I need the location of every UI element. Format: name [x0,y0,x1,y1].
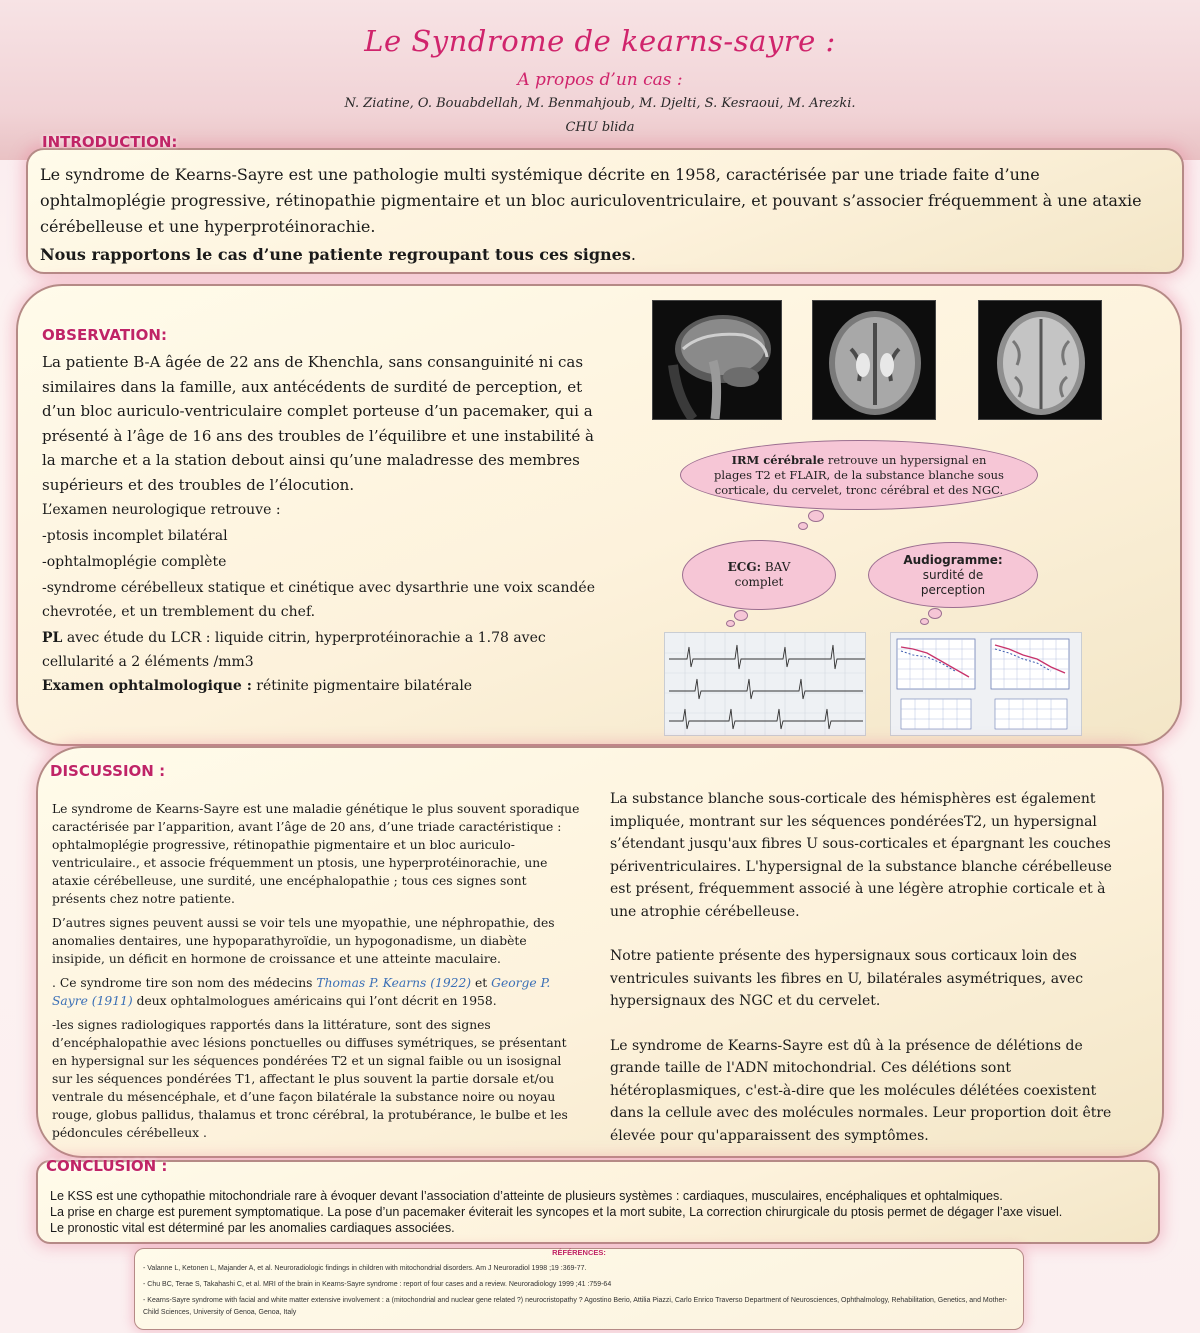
irm-caption-bubble [680,440,1038,510]
observation-heading: OBSERVATION: [42,326,167,344]
reference-item: - Kearns-Sayre syndrome with facial and white matter extensive involvement : a (mitochondrial and nuclear gene related ?) neurocristopathy ? Agostino Berio, Attilia Piazzi, Carlo Enrico Traverso Department of Neurosciences, Ophthalmology, Rehabilitation, Genetics, and Mother-Child Sciences, University of Genoa, Genoa, Italy [143,1297,1008,1316]
pl-label: PL [42,630,63,646]
poster-header [0,0,1200,160]
bubble-tail-dot [928,608,942,619]
poster-affiliation: CHU blida [565,120,635,135]
audiogram-caption-label: Audiogramme: [903,552,1003,567]
references-panel [134,1248,1024,1330]
bubble-tail-dot [726,620,735,627]
introduction-emphasis-text: Nous rapportons le cas d’une patiente regroupant tous ces signes [40,245,631,264]
audiogram-caption-text: surdité de perception [920,567,986,597]
conclusion-line: Le KSS est une cythopathie mitochondriale rare à évoquer devant l’association d’atteinte de plusieurs systèmes : cardiaques, musculaires, encéphaliques et ophtalmiques. [50,1189,1003,1203]
bubble-tail-dot [920,618,929,625]
conclusion-panel [36,1160,1160,1244]
discussion-paragraph: -les signes radiologiques rapportés dans la littérature, sont des signes d’encéphalopathie avec lésions ponctuelles ou diffuses symétriques, se présentant en hypersignal sur les séquences pondérées T2 et un signal faible ou un isosignal sur les séquences pondérées T1, affectant le plus souvent la partie dorsale et/ou ventrale du mésencéphale, et d’une façon bilatérale la substance noire ou noyau rouge, globus pallidus, thalamus et tronc cérébral, la protubérance, le bulbe et les pédoncules cérébelleux . [52,1018,568,1140]
introduction-panel [26,148,1184,274]
observation-text: La patiente B-A âgée de 22 ans de Khenchla, sans consanguinité ni cas similaires dans la famille, aux antécédents de surdité de perception, et d’un bloc auriculo-ventriculaire complet porteuse d’un pacemaker, qui a présenté à l’âge de 16 ans des troubles de l’équilibre et une instabilité à la marche et a la station debout ainsi qu’une maladresse des membres supérieurs et des troubles de l’élocution. [42,353,594,494]
irm-caption [714,453,1004,498]
sayre-reference: George P. Sayre (1911) [52,976,551,1008]
discussion-paragraph: Le syndrome de Kearns-Sayre est dû à la présence de délétions de grande taille de l'ADN mitochondrial. Ces délétions sont hétéroplasmiques, c'est-à-dire que les molécules délétées coexistent dans la cellule avec des molécules normales. Leur proportion doit être élevée pour qu'apparaissent des symptômes. [610,1037,1112,1144]
discussion-paragraph: Notre patiente présente des hypersignaux sous corticaux loin des ventricules suivants les fibres en U, bilatérales asymétriques, avec hypersignaux des NGC et du cervelet. [610,948,1084,1009]
bubble-tail-dot [808,510,824,522]
discussion-paragraph: Le syndrome de Kearns-Sayre est une maladie génétique le plus souvent sporadique caractérisée par l’apparition, avant l’âge de 20 ans, d’une triade caractéristique : ophtalmoplégie progressive, rétinopathie pigmentaire et un bloc auriculo-ventriculaire., et associe fréquemment un ptosis, une hyperprotéinorachie, une ataxie cérébelleuse, une surdité, une encéphalopathie ; tous ces signes sont présents chez notre patiente. [52,802,580,906]
ecg-caption-label: ECG: [727,560,761,574]
audiogram-image [890,632,1082,736]
discussion-paragraph: D’autres signes peuvent aussi se voir tels une myopathie, une néphropathie, des anomalies dentaires, une hypoparathyroïdie, un hypogonadisme, un diabète insipide, un déficit en hormone de croissance et une atteinte maculaire. [52,916,555,966]
discussion-right-column [610,788,1130,1169]
bubble-tail-dot [798,522,808,530]
ophtalmo-label: Examen ophtalmologique : [42,678,252,694]
discussion-paragraph-names [52,974,582,1010]
ophtalmo-finding [42,674,602,698]
introduction-heading: INTRODUCTION: [42,133,178,151]
audiogram-caption [891,553,1015,598]
exam-intro: L’examen neurologique retrouve : [42,502,281,518]
pl-text: avec étude du LCR : liquide citrin, hyperprotéinorachie a 1.78 avec cellularité a 2 éléments /mm3 [42,630,546,670]
names-mid: et [471,976,492,990]
conclusion-line: Le pronostic vital est déterminé par les anomalies cardiaques associées. [50,1221,455,1235]
reference-item: - Valanne L, Ketonen L, Majander A, et al. Neuroradiologic findings in children with mitochondrial disorders. Am J Neuroradiol 1998 ;19 :369-77. [143,1265,587,1272]
ophtalmo-text: rétinite pigmentaire bilatérale [251,678,473,694]
bubble-tail-dot [734,610,748,621]
observation-panel [16,284,1182,746]
discussion-heading: DISCUSSION : [50,762,166,780]
poster-title: Le Syndrome de kearns-sayre : [364,24,836,58]
reference-item: - Chu BC, Terae S, Takahashi C, et al. MRI of the brain in Kearns-Sayre syndrome : report of four cases and a review. Neuroradiology 1999 ;41 :759-64 [143,1281,612,1288]
discussion-paragraph: La substance blanche sous-corticale des hémisphères est également impliquée, montrant sur les séquences pondéréesT2, un hypersignal s’étendant jusqu'aux fibres U sous-corticales et épargnant les couches périventriculaires. L'hypersignal de la substance blanche cérébelleuse est présent, fréquemment associé à une légère atrophie corticale et à une atrophie cérébelleuse. [610,791,1112,920]
poster-subtitle: A propos d’un cas : [517,70,683,90]
audiogram-caption-bubble [868,542,1038,608]
ecg-caption-text: BAV complet [734,560,791,589]
introduction-emphasis-end: . [630,245,636,264]
observation-exam [42,498,602,698]
introduction-text: Le syndrome de Kearns-Sayre est une pathologie multi systémique décrite en 1958, caractérisée par une triade faite d’une ophtalmoplégie progressive, rétinopathie pigmentaire et un bloc auriculoventriculaire, et pouvant s’associer fréquemment à une ataxie cérébelleuse et une hyperprotéinorachie. [40,165,1142,236]
conclusion-heading: CONCLUSION : [46,1157,168,1175]
conclusion-line: La prise en charge est purement symptomatique. La pose d’un pacemaker éviterait les syncopes et la mort subite, La correction chirurgicale du ptosis permet de dégager l’axe visuel. [50,1205,1063,1219]
ecg-caption-bubble [682,540,836,610]
sign-ophtalmoplegia: -ophtalmoplégie complète [42,554,227,570]
discussion-left-column [52,800,582,1148]
names-end: deux ophtalmologues américains qui l’ont décrit en 1958. [132,994,497,1008]
introduction-emphasis [40,242,1170,268]
mri-axial-image [978,300,1102,420]
sign-ptosis: -ptosis incomplet bilatéral [42,528,228,544]
ecg-caption [709,560,809,590]
mri-sagittal-image [652,300,782,420]
mri-flair-axial-image [812,300,936,420]
ecg-tracing-image [664,632,866,736]
kearns-reference: Thomas P. Kearns (1922) [316,976,472,990]
sign-cerebellar: -syndrome cérébelleux statique et cinétique avec dysarthrie une voix scandée chevrotée, et un tremblement du chef. [42,580,595,620]
irm-caption-label: IRM cérébrale [731,452,825,467]
names-start: . Ce syndrome tire son nom des médecins [52,976,317,990]
references-heading: RÉFÉRENCES: [552,1248,606,1257]
poster-authors: N. Ziatine, O. Bouabdellah, M. Benmahjoub, M. Djelti, S. Kesraoui, M. Arezki. [344,96,856,111]
irm-caption-text: retrouve un hypersignal en plages T2 et FLAIR, de la substance blanche sous corticale, du cervelet, tronc cérébral et des NGC. [714,452,1004,497]
pl-finding [42,626,602,674]
discussion-panel [36,746,1164,1158]
